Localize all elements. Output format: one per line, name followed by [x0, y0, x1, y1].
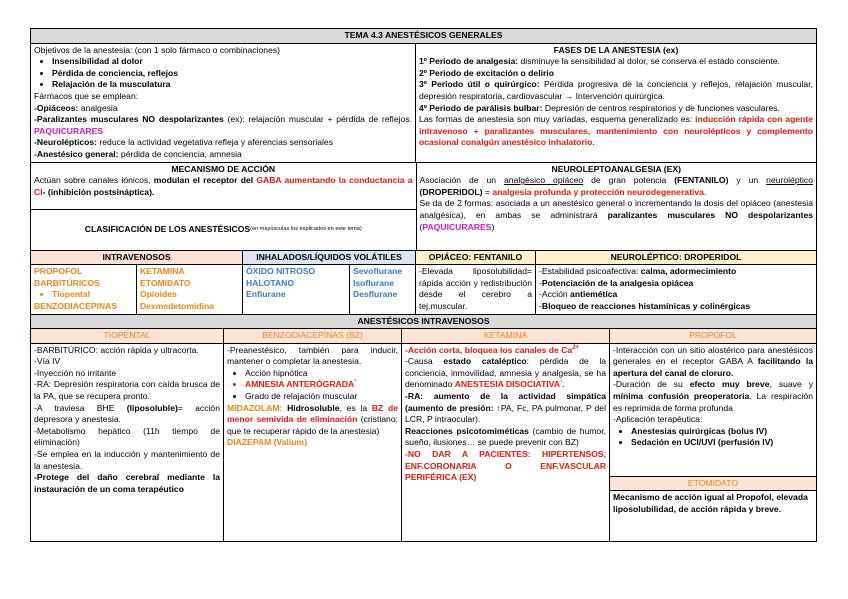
propofol-uses-list: • Anestesias quirúrgicas (bolus IV) • Sedación en UCI/UVI (perfusión IV): [613, 426, 813, 449]
tiopental-header: TIOPENTAL: [31, 329, 224, 343]
mechanism-column: [31, 163, 417, 250]
objective-item: • Pérdida de conciencia, reflejos: [52, 68, 412, 80]
objectives-block: [31, 44, 416, 162]
drug-barbituricos: BARBITÚRICOS: [34, 277, 100, 288]
inhaled-list-b: [350, 265, 416, 313]
droperidol-property: -Acción antiemética: [539, 289, 618, 300]
droperidol-property: -Estabilidad psicoafectiva: calma, adormecimiento: [539, 266, 737, 277]
drug-oxido-nitroso: ÓXIDO NITROSO: [246, 266, 316, 277]
paralizantes-line: -Paralizantes musculares NO despolarizantes (ex): relajación muscular + pérdida de reflejos. PAQUICURARES: [34, 114, 412, 136]
inhaled-list-a: [243, 265, 350, 313]
drug-enflurane: Enflurane: [246, 289, 286, 300]
neurolepto-title: NEUROLEPTOANALGESIA (EX): [551, 163, 681, 174]
phases-block: [416, 44, 816, 162]
mechanism-block: [31, 163, 416, 210]
page-title: TEMA 4.3 ANESTÉSICOS GENERALES: [344, 30, 503, 40]
classification-note: (en mayúsculas los explicados en este tema): [250, 225, 362, 232]
classification-title-block: [31, 210, 416, 250]
fentanyl-header: OPIÁCEO: FENTANILO: [416, 251, 536, 265]
neurolepto-text-1: Asociación de un analgésico opiáceo de gran potencia (FENTANILO) y un neuroléptico (DROPERIDOL) = analgesia profunda y protección neurodegenerativa.: [419, 175, 813, 197]
phase-3: 3º Periodo útil o quirúrgico: Pérdida progresiva de la conciencia y reflejos, relajación muscular, depresión respiratoria, cardiovascular → Intervención quirúrgica.: [419, 79, 813, 101]
drug-benzodiacepinas: BENZODIACEPINAS: [34, 300, 118, 311]
phases-title: FASES DE LA ANESTESIA (ex): [553, 44, 679, 55]
objectives-list: [34, 56, 412, 91]
opiaceos-line: -Opiáceos: analgesia: [34, 102, 118, 113]
etomidato-header: ETOMIDATO: [610, 477, 816, 492]
drug-sevoflurane: Sevoflurane: [353, 266, 403, 277]
propofol-block: -Interacción con un sitio alostérico para anestésicos generales en el receptor GABA A facilitando la apertura del canal de cloruro. -Duración de su efecto muy breve, suave y mínima confusión preoperatoria. La respiración es reprimida de forma profunda -Aplicación terapéutica: • Anestesias quirúrgicas (bolus IV) • Sedación en UCI/UVI (perfusión IV): [610, 344, 816, 477]
intravenous-list-b: [137, 265, 243, 313]
midazolam-text: MIDAZOLAM: Hidrosoluble, es la BZ de menor semivida de eliminación (cristiano: que te recuperar rápido de la anestesia): [227, 402, 398, 436]
drug-dexmedetomidina: Dexmedetomidina: [140, 300, 215, 311]
etomidato-text: Mecanismo de acción igual al Propofol, elevada liposolubilidad, de acción rápida y breve.: [613, 492, 808, 514]
drug-propofol: PROPOFOL: [34, 266, 83, 277]
fentanyl-properties: [416, 265, 536, 313]
drug-desflurane: Desflurane: [353, 289, 398, 300]
bz-header: BENZODIACEPINAS (BZ): [224, 329, 402, 343]
drug-isoflurane: Isoflurane: [353, 277, 395, 288]
droperidol-header: NEUROLÉPTICO: DROPERIDOL: [536, 251, 816, 265]
neurolepto-block: [417, 163, 817, 250]
anesthesia-forms: Las formas de anestesia son muy variadas, esquema generalizado es: inducción rápida con agente intravenoso + paralizantes musculares, mantenimiento con neurolépticos y complemento ocasional conalgún anestésico inhalatorio.: [419, 114, 813, 148]
ketamina-block: -Acción corta, bloquea los canales de $Ca^{2+}$ -Causa estado cataléptico: pérdida de la conciencia, inmovilidad, amnesia y analgesia, se ha denominado ANESTESIA $DISOCIATIVA^{^1}$. -RA: aumento de la actividad simpática (aumento de presión: ↑PA, Fc, PA pulmonar, P del LCR, P intraocular). Reacciones psicotomiméticas (cambio de humor, sueño, ilusiones… se puede prevenir con BZ) -NO DAR A PACIENTES: HIPERTENSOS, ENF.CORONARIA O ENF.VASCULAR PERIFÉRICA (EX): [402, 344, 610, 541]
iv-anesthetics-title: ANESTÉSICOS INTRAVENOSOS: [357, 315, 490, 326]
phase-1: 1º Periodo de analgesia: disminuye la sensibilidad al dolor, se conserva el estado consciente.: [419, 56, 780, 67]
anesthesia-summary-sheet: [30, 28, 817, 542]
diazepam-text: DIAZEPAM (Valium): [227, 437, 308, 448]
tiopental-block: -BARBITÚRICO: acción rápida y ultracorta. -Vía IV -Inyección no irritante -RA: Depresión respiratoria con caída brusca de la PA, que se recupera pronto. -A traviesa BHE (liposoluble)= acción depresora y anestesia. -Metabolismo hepático (11h tiempo de eliminación) -Se emplea en la inducción y mantenimiento de la anestesia. -Protege del daño cerebral mediante la instauración de un coma terapéutico: [31, 344, 224, 541]
drugs-label: Fármacos que se emplean:: [34, 90, 139, 101]
neurolepticos-line: -Neurolépticos: reduce la actividad vegetativa refleja y aferencias sensoriales: [34, 137, 334, 148]
propofol-header: PROPOFOL: [610, 329, 816, 343]
phase-2: 2º Periodo de excitación o delirio: [419, 67, 554, 78]
inhaled-header: INHALADOS/LÍQUIDOS VOLÁTILES: [243, 251, 416, 265]
mechanism-title: MECANISMO DE ACCIÓN: [171, 163, 276, 174]
propofol-column: [610, 344, 816, 541]
groups-content-row: [30, 265, 817, 314]
phase-4: 4º Periodo de parálisis bulbar: Depresión de centros respiratorios y de funciones vasculares.: [419, 102, 780, 113]
title-row: [30, 28, 817, 44]
iv-columns-content-row: [30, 344, 817, 542]
drug-opioides: Opioides: [140, 289, 177, 300]
objectives-intro: Objetivos de la anestesia: (con 1 solo fármaco o combinaciones): [34, 44, 281, 55]
objectives-phases-row: [30, 44, 817, 163]
objective-item: • Relajación de la musculatura: [52, 79, 412, 91]
drug-ketamina: KETAMINA: [140, 266, 185, 277]
fentanyl-property: -Elevada liposolubilidad= rápida acción y redistribución desde el cerebro a tej.muscular.: [419, 266, 532, 311]
objective-item: • Insensibilidad al dolor: [52, 56, 412, 68]
iv-anesthetics-title-row: [30, 315, 817, 330]
ketamina-header: KETAMINA: [402, 329, 610, 343]
drug-etomidato: ETOMIDATO: [140, 277, 191, 288]
anestesico-general-line: -Anestésico general: pérdida de conciencia, amnesia: [34, 148, 242, 159]
bz-effects-list: • Acción hipnótica • AMNESIA $ANTERÓGRADA^{^1}$ • Grado de relajación muscular: [227, 368, 398, 403]
droperidol-property: -Potenciación de la analgesia opiácea: [539, 277, 694, 288]
intravenous-header: INTRAVENOSOS: [31, 251, 243, 265]
mechanism-neurolepto-row: [30, 163, 817, 251]
bz-block: -Preanestésico, también para inducir, mantener o completar la anestesia. • Acción hipnótica • AMNESIA $ANTERÓGRADA^{^1}$ • Grado de relajación muscular MIDAZOLAM: Hidrosoluble, es la BZ de menor semivida de eliminación (cristiano: que te recuperar rápido de la anestesia) DIAZEPAM (Valium): [224, 344, 402, 541]
mechanism-text: Actúan sobre canales iónicos, modulan el receptor del GABA aumentando la conductancia a Cl- (inhibición postsináptica).: [34, 175, 413, 197]
droperidol-properties: [536, 265, 816, 313]
droperidol-property: -Bloqueo de reacciones histamínicas y colinérgicas: [539, 300, 751, 311]
neurolepto-text-2: Se da de 2 formas: asociada a un anestésico general o incrementando la dosis del opiáceo (anestesia analgésica), en ambas se administrará paralizantes musculares NO despolarizantes (PAQUICURARES): [419, 198, 813, 232]
classification-title: CLASIFICACIÓN DE LOS ANESTÉSICOS: [84, 223, 251, 234]
iv-columns-header-row: [30, 329, 817, 344]
drug-halotano: HALOTANO: [246, 277, 295, 288]
intravenous-list-a: [31, 265, 137, 313]
groups-header-row: [30, 251, 817, 266]
drug-tiopental: • Tiopental: [52, 289, 133, 301]
